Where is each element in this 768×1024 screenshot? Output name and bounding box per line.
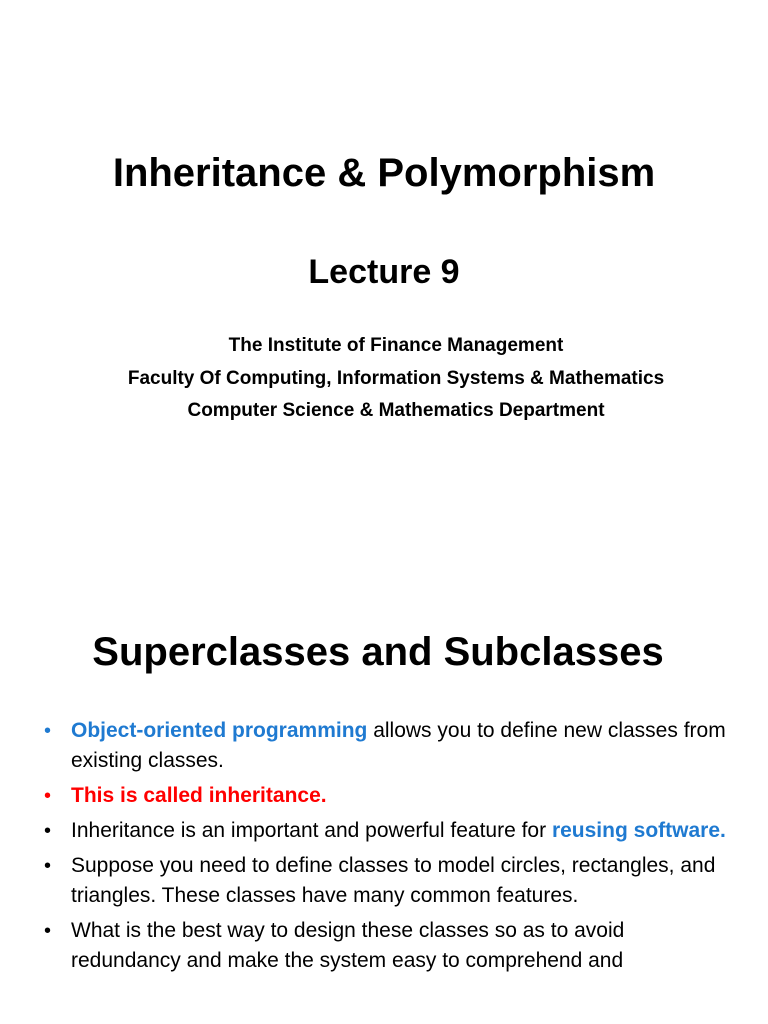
faculty-name: Faculty Of Computing, Information Systems & Mathematics — [127, 367, 665, 389]
bullet-list — [44, 716, 734, 981]
bullet-highlight: This is called inheritance. — [71, 784, 327, 807]
institute-name: The Institute of Finance Management — [228, 335, 564, 356]
bullet-text: allows you to define new classes from existing classes. — [71, 719, 726, 772]
slide-title: Inheritance & Polymorphism — [112, 151, 656, 195]
bullet-highlight: Object-oriented programming — [71, 719, 368, 742]
content-slide — [0, 512, 768, 1024]
bullet-item — [44, 851, 734, 911]
slide-heading: Superclasses and Subclasses — [92, 630, 664, 674]
bullet-highlight: reusing software. — [551, 819, 726, 842]
bullet-item — [44, 916, 734, 976]
bullet-text: Suppose you need to define classes to model circles, rectangles, and triangles. These classes have many common features. — [71, 854, 716, 907]
bullet-item — [44, 816, 734, 846]
bullet-dot-icon: • — [44, 720, 52, 742]
bullet-text: Inheritance is an important and powerful feature for — [71, 819, 552, 842]
bullet-dot-icon: • — [44, 920, 52, 942]
affiliation-block — [0, 330, 768, 428]
bullet-dot-icon: • — [44, 820, 52, 842]
bullet-item — [44, 781, 734, 811]
bullet-dot-icon: • — [44, 785, 52, 807]
bullet-text: What is the best way to design these classes so as to avoid redundancy and make the system easy to comprehend and — [71, 919, 625, 972]
bullet-item — [44, 716, 734, 776]
lecture-number: Lecture 9 — [308, 253, 460, 291]
department-name: Computer Science & Mathematics Department — [187, 400, 605, 421]
bullet-dot-icon: • — [44, 855, 52, 877]
